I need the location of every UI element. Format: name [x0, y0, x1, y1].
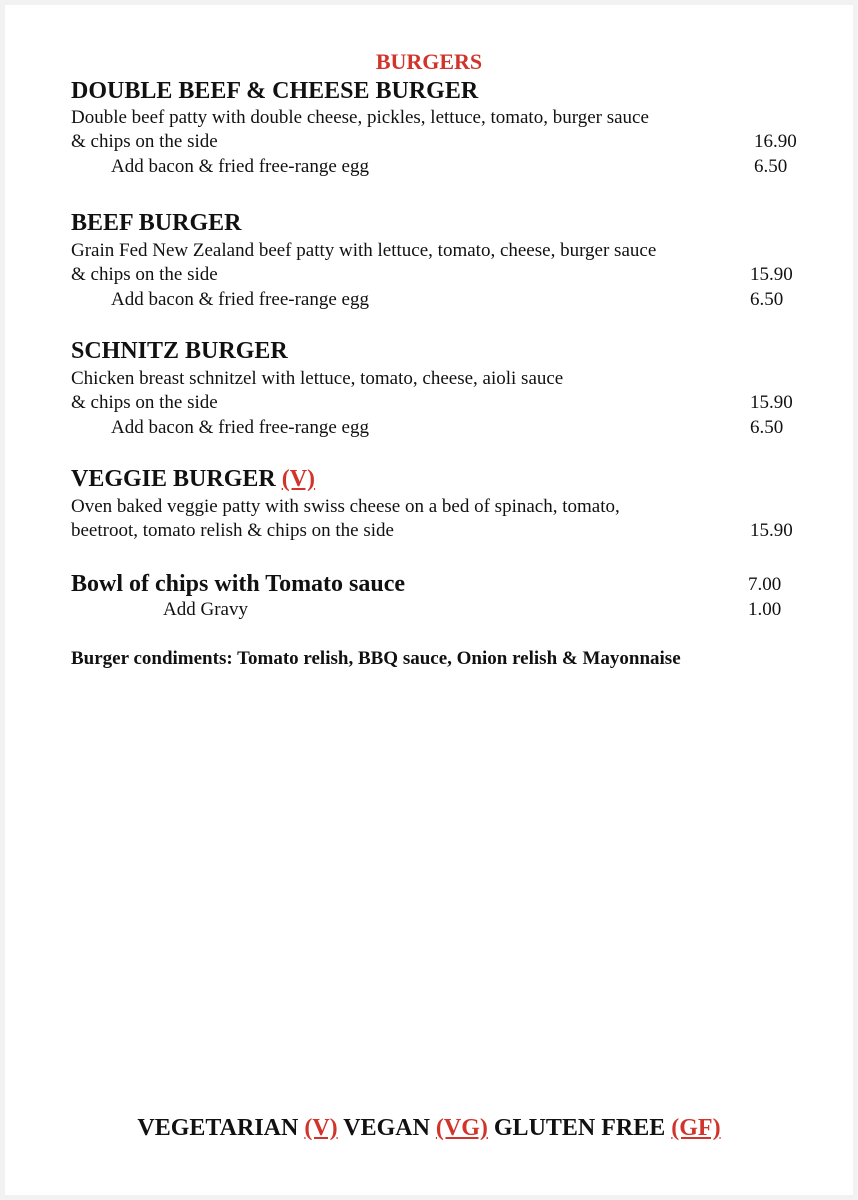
section-title: BURGERS — [375, 49, 483, 74]
item-desc-line1: Chicken breast schnitzel with lettuce, tomato, cheese, aioli sauce — [71, 368, 564, 389]
menu-page — [5, 5, 853, 1195]
item-addon: Add bacon & fried free-range egg — [111, 156, 369, 177]
item-desc-line1: Double beef patty with double cheese, pickles, lettuce, tomato, burger sauce — [71, 107, 649, 128]
item-title-chips: Bowl of chips with Tomato sauce — [71, 571, 406, 597]
item-title-beef: BEEF BURGER — [71, 210, 242, 236]
item-addon-price: 6.50 — [754, 156, 788, 177]
item-desc-line1: Grain Fed New Zealand beef patty with lettuce, tomato, cheese, burger sauce — [71, 240, 657, 261]
item-title-schnitz: SCHNITZ BURGER — [71, 338, 288, 364]
item-desc-line2: & chips on the side — [71, 131, 218, 152]
item-addon-price: 1.00 — [748, 599, 782, 620]
item-desc-line2: & chips on the side — [71, 264, 218, 285]
item-addon: Add bacon & fried free-range egg — [111, 417, 369, 438]
item-desc-line2: & chips on the side — [71, 392, 218, 413]
item-price: 15.90 — [750, 264, 793, 285]
vegetarian-tag: (V) — [281, 466, 316, 492]
item-addon-price: 6.50 — [750, 289, 784, 310]
item-price: 7.00 — [748, 574, 782, 595]
item-name: VEGGIE BURGER — [71, 466, 276, 492]
legend-vegan-tag: (VG) — [435, 1115, 488, 1141]
legend-vegan: VEGAN — [343, 1115, 430, 1141]
legend-gluten-free: GLUTEN FREE — [493, 1115, 666, 1141]
item-price: 16.90 — [754, 131, 797, 152]
item-title-veggie — [71, 465, 315, 493]
item-desc-line1: Oven baked veggie patty with swiss cheese on a bed of spinach, tomato, — [71, 496, 620, 517]
dietary-legend — [5, 1113, 853, 1143]
item-title-double-beef: DOUBLE BEEF & CHEESE BURGER — [71, 78, 479, 104]
legend-gluten-free-tag: (GF) — [671, 1115, 721, 1141]
item-price: 15.90 — [750, 520, 793, 541]
item-desc-line2: beetroot, tomato relish & chips on the side — [71, 520, 394, 541]
legend-vegetarian: VEGETARIAN — [137, 1115, 299, 1141]
item-addon-price: 6.50 — [750, 417, 784, 438]
item-addon: Add Gravy — [163, 599, 248, 620]
legend-vegetarian-tag: (V) — [304, 1115, 338, 1141]
item-price: 15.90 — [750, 392, 793, 413]
item-addon: Add bacon & fried free-range egg — [111, 289, 369, 310]
condiments-note: Burger condiments: Tomato relish, BBQ sauce, Onion relish & Mayonnaise — [71, 648, 681, 669]
